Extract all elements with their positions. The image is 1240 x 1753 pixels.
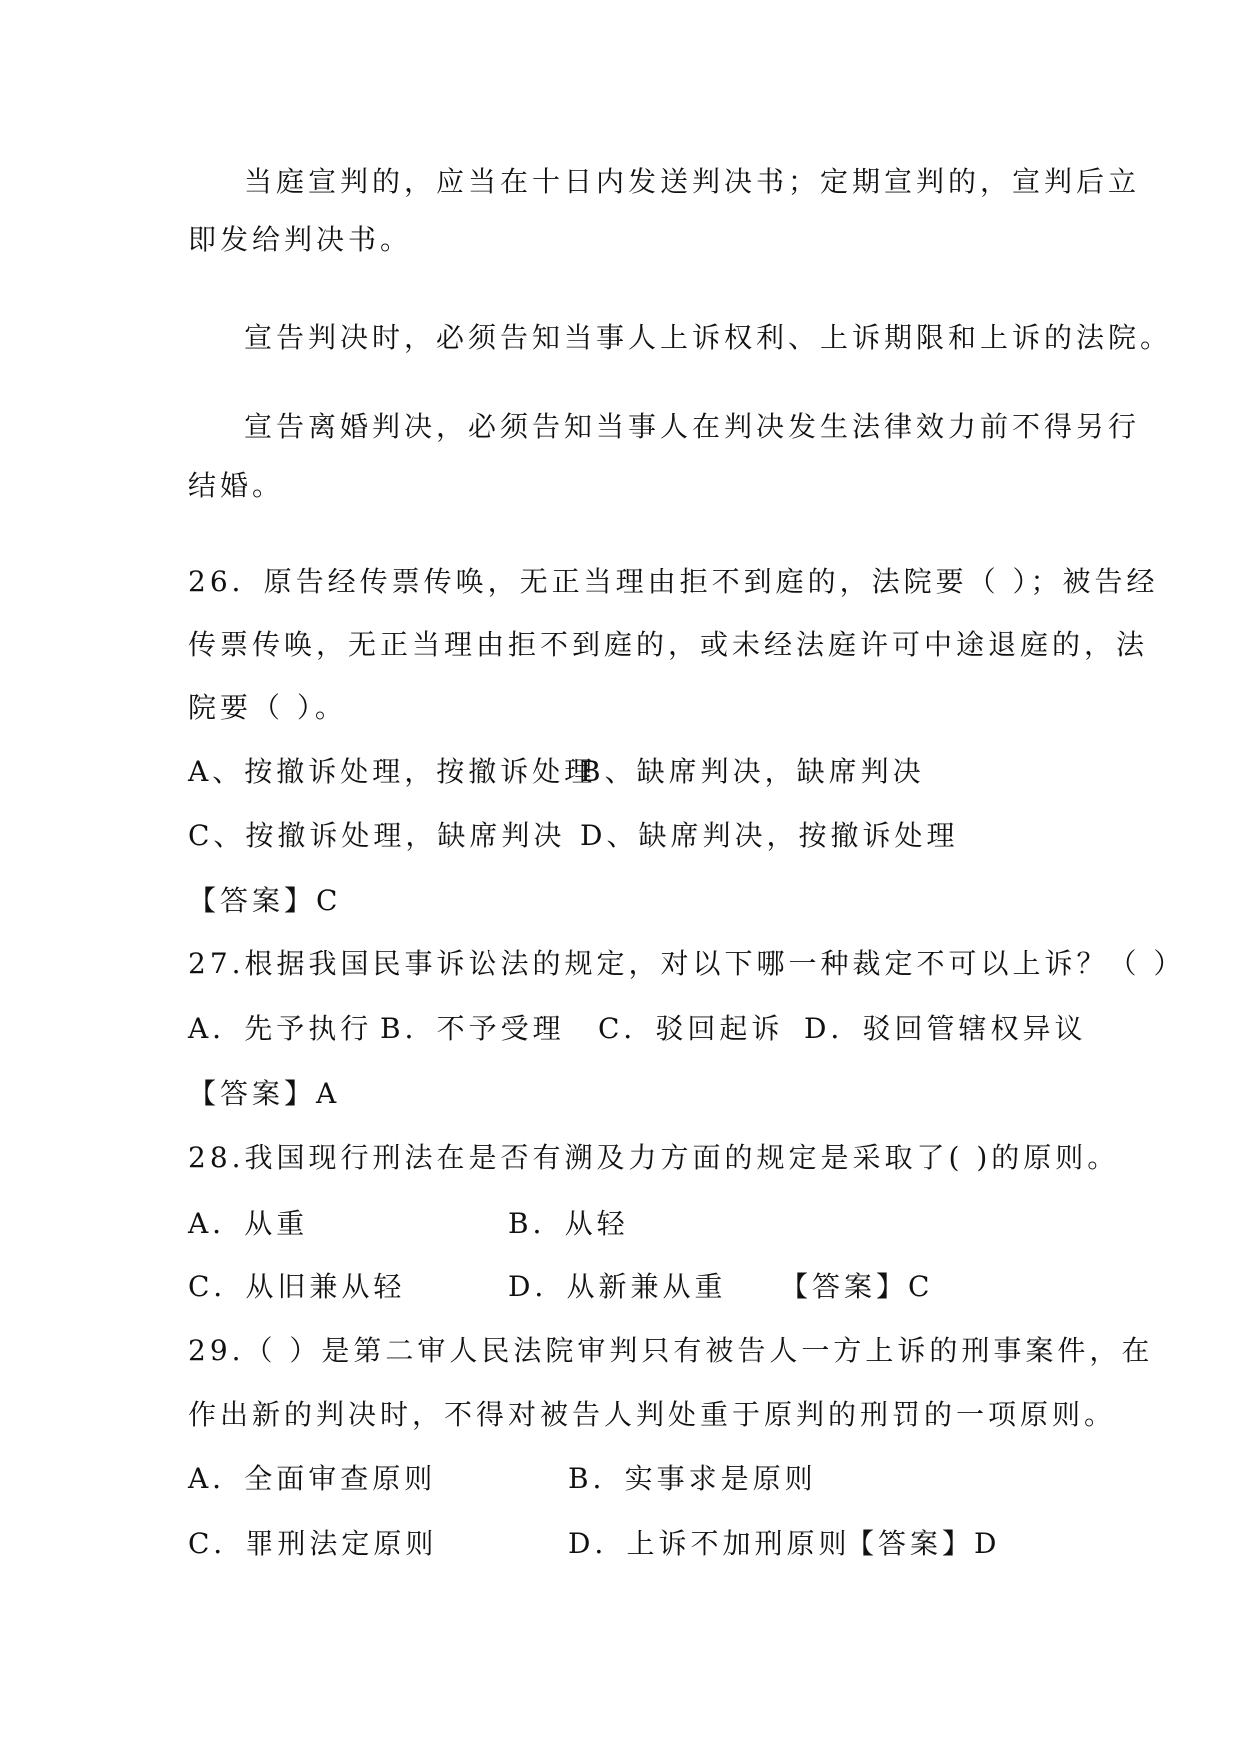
question-26-answer: 【答案】C (188, 884, 342, 917)
intro-paragraph-3-line-1: 宣告离婚判决，必须告知当事人在判决发生法律效力前不得另行 (244, 410, 1141, 443)
question-26-option-b: B、缺席判决，缺席判决 (580, 755, 925, 788)
intro-paragraph-1-line-1: 当庭宣判的，应当在十日内发送判决书；定期宣判的，宣判后立 (244, 165, 1141, 198)
question-28-option-b: B．从轻 (508, 1207, 629, 1240)
question-26-option-d: D、缺席判决，按撤诉处理 (580, 819, 959, 852)
question-29-stem-line-2: 作出新的判决时，不得对被告人判处重于原判的刑罚的一项原则。 (188, 1398, 1117, 1431)
question-28-option-c: C．从旧兼从轻 (188, 1270, 406, 1303)
question-26-stem-line-3: 院要（ ）。 (188, 691, 347, 724)
intro-paragraph-2: 宣告判决时，必须告知当事人上诉权利、上诉期限和上诉的法院。 (244, 321, 1173, 354)
question-27-stem: 27.根据我国民事诉讼法的规定，对以下哪一种裁定不可以上诉？（ ） (188, 947, 1186, 980)
question-27-option-c: C．驳回起诉 (598, 1012, 784, 1045)
question-28-option-a: A．从重 (188, 1207, 309, 1240)
question-29-stem-line-1: 29.（ ）是第二审人民法院审判只有被告人一方上诉的刑事案件，在 (188, 1334, 1154, 1367)
question-29-option-b: B．实事求是原则 (568, 1462, 817, 1495)
question-27-answer: 【答案】A (188, 1077, 341, 1110)
question-29-option-a: A．全面审查原则 (188, 1462, 437, 1495)
question-27-option-a: A．先予执行 (188, 1012, 373, 1045)
intro-paragraph-1-line-2: 即发给判决书。 (188, 223, 413, 256)
question-26-option-a: A、按撤诉处理，按撤诉处理 (188, 755, 597, 788)
question-28-stem: 28.我国现行刑法在是否有溯及力方面的规定是采取了( )的原则。 (188, 1141, 1120, 1174)
question-26-stem-line-2: 传票传唤，无正当理由拒不到庭的，或未经法庭许可中途退庭的，法 (188, 628, 1149, 661)
question-27-option-d: D．驳回管辖权异议 (804, 1012, 1087, 1045)
question-27-option-b: B．不予受理 (380, 1012, 565, 1045)
question-26-option-c: C、按撤诉处理，缺席判决 (188, 819, 566, 852)
question-29-option-d: D．上诉不加刑原则 (568, 1527, 851, 1560)
intro-paragraph-3-line-2: 结婚。 (188, 469, 285, 502)
question-29-option-c: C．罪刑法定原则 (188, 1527, 438, 1560)
question-28-option-d: D．从新兼从重 (508, 1270, 727, 1303)
question-26-stem-line-1: 26．原告经传票传唤，无正当理由拒不到庭的，法院要（ ）；被告经 (188, 565, 1159, 598)
question-29-answer: 【答案】D (846, 1527, 1001, 1560)
question-28-answer: 【答案】C (780, 1270, 934, 1303)
